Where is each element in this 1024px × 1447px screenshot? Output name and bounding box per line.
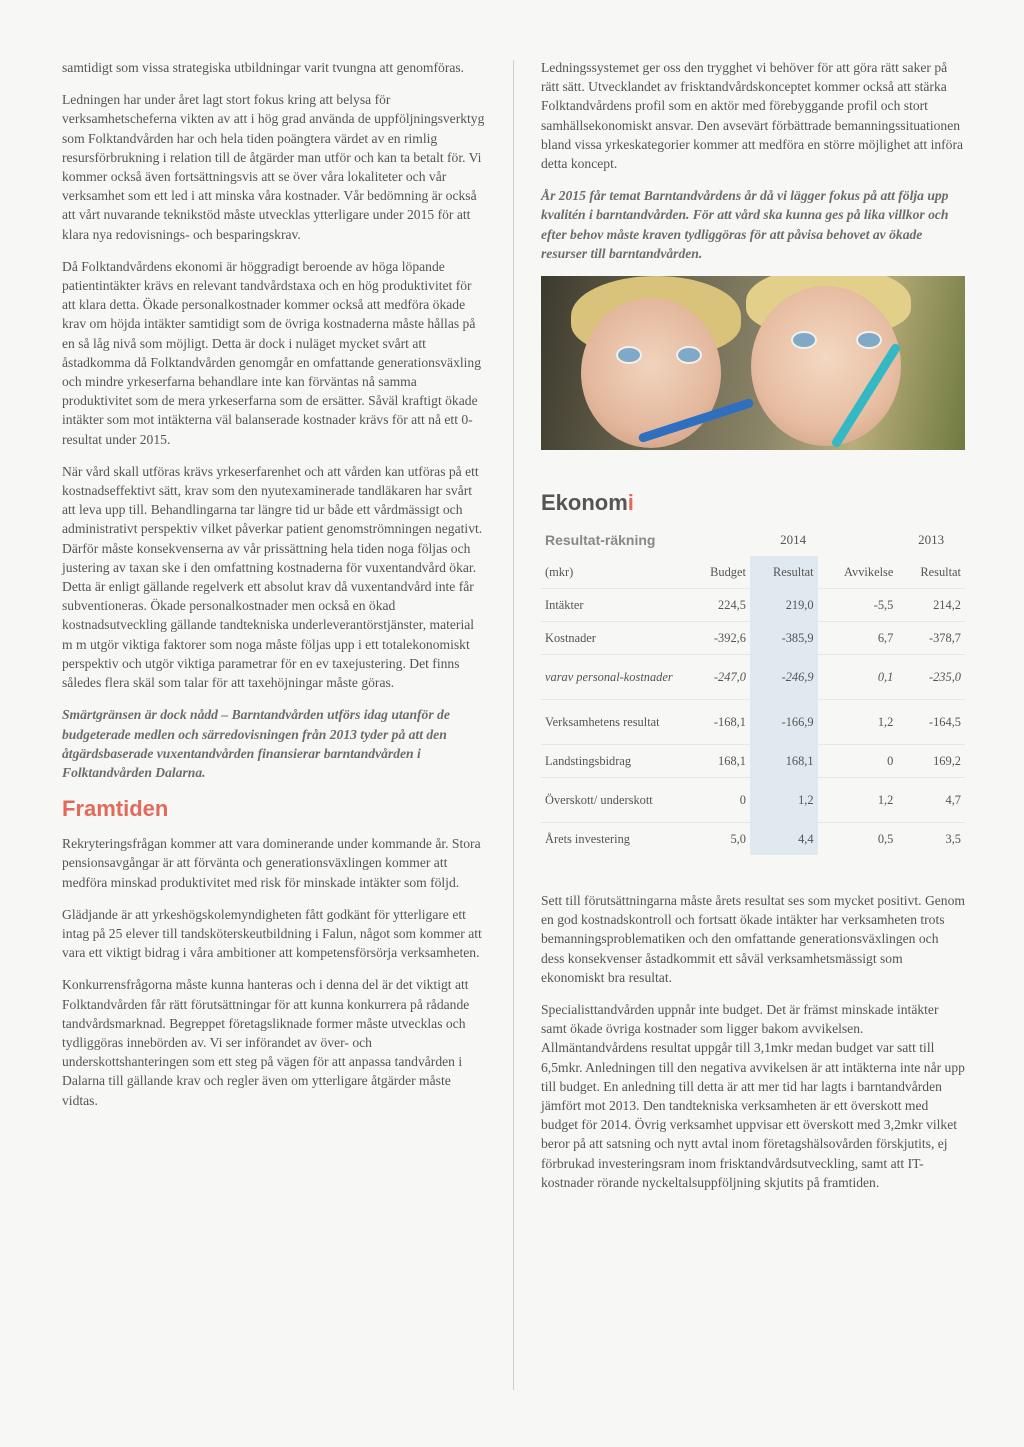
ekonomi-heading: Ekonomi [541, 490, 634, 516]
table-row: Intäkter 224,5 219,0 -5,5 214,2 [541, 589, 965, 622]
paragraph: Ledningssystemet ger oss den trygghet vi behöver för att göra rätt saker på rätt sätt. Utvecklandet av frisktandvårdskonceptet kommer också att stärka Folktandvårdens profil som en aktör med förebyggande profil och stort samhällsekonomiskt ansvar. Den avsevärt förbättrade bemanningssituationen bland vissa yrkeskategorier kommer att medföra en större möjlighet att införa detta koncept. [541, 60, 964, 172]
left-column [62, 58, 486, 1123]
table-row: Kostnader -392,6 -385,9 6,7 -378,7 [541, 622, 965, 655]
paragraph: Specialisttandvården uppnår inte budget. Det är främst minskade intäkter samt ökade övriga kostnader som ligger bakom avvikelsen. Allmäntandvårdens resultat uppgår till 3,1mkr medan budget var satt till 6,5mkr. Anledningen till den negativa avvikelsen är att intäkterna inte når upp till budget. En anledning till detta är att mer tid har lagts i barntandvården jämfört mot 2013. Den tandtekniska verksamheten är ett överskott med budget för 2014. Övrig verksamhet uppvisar ett överskott med 3,2mkr vilket beror på att satsning och nytt avtal inom företagshälsovården förskjutits, ej förbrukad investeringsram inom frisktandvårdsutveckling, samt att IT-kostnader rörande nyckeltalsuppföljning skjutits på framtiden. [541, 1002, 965, 1190]
income-statement-table [541, 524, 965, 855]
italic-highlight: Smärtgränsen är dock nådd – Barntandvården utförs idag utanför de budgeterade medlen och särredovisningen från 2013 tyder på att den åtgärdsbaserade vuxentandvården finansierar barntandvården i Folktandvården Dalarna. [62, 707, 450, 780]
paragraph: Glädjande är att yrkeshögskolemyndigheten fått godkänt för ytterligare ett intag på 25 elever till tandsköterskeutbildning i Falun, något som kommer att vara ett viktigt bidrag i våra ambitioner att kompetensförsörja verksamheten. [62, 906, 482, 961]
table-row: Överskott/ underskott 0 1,2 1,2 4,7 [541, 778, 965, 823]
col-header: Budget [689, 556, 750, 589]
section-title-framtiden: Framtiden [62, 796, 169, 822]
table-row: varav personal-kostnader -247,0 -246,9 0,1 -235,0 [541, 655, 965, 700]
unit-label: (mkr) [541, 556, 689, 589]
year-header: 2013 [918, 532, 945, 548]
table-row: Landstingsbidrag 168,1 168,1 0 169,2 [541, 745, 965, 778]
paragraph: Rekryteringsfrågan kommer att vara dominerande under kommande år. Stora pensionsavgångar är att förvänta och generationsväxlingen kommer att medföra minskad produktivitet med risk för minskade intäkter som följd. [62, 836, 481, 890]
paragraph: Sett till förutsättningarna måste årets resultat ses som mycket positivt. Genom en god kostnadskontroll och fortsatt ökade intäkter har verksamheten trots bemanningsproblematiken och den omfattande generationsväxlingen och dess konsekvenser åstadkommit ett såväl verksamhetsmässigt som ekonomiskt bra resultat. [541, 893, 965, 985]
paragraph: Då Folktandvårdens ekonomi är höggradigt beroende av höga löpande patientintäkter krävs en relevant tandvårdstaxa och en hög produktivitet för att klara detta. Ökade personalkostnader kommer också att medföra ökade krav om höjda intäkter samtidigt som de övriga kostnaderna måste hållas på en så låg nivå som möjligt. Detta är dock i nuläget mycket svårt att åstadkomma då Folktandvården genomgår en omfattande generationsväxling och mindre yrkeserfarna behandlare inte kan förväntas nå samma produktivitet som de mera yrkeserfarna som de ersätter. Såväl kraftigt ökade intäkter som mot intäkterna väl balanserade kostnader krävs för att nå ett 0-resultat under 2015. [62, 258, 482, 447]
table-row: Årets investering 5,0 4,4 0,5 3,5 [541, 823, 965, 856]
paragraph: Ledningen har under året lagt stort fokus kring att belysa för verksamhetscheferna vikten av att i hög grad använda de uppföljningsverktyg som Folktandvården har och hela tiden poängtera värdet av en rimlig resursförbrukning i relation till de åtgärder man utför och kan ta betalt för. Vi kommer också även fortsättningsvis att se över våra lokaliteter och vår verksamhet som ett led i att minska våra kostnader. Vår bedömning är också att vårt nuvarande teknikstöd måste utvecklas ytterligare under 2015 för att klara nya redovisnings- och besparingskrav. [62, 92, 485, 242]
col-header: Avvikelse [818, 556, 898, 589]
italic-highlight: År 2015 får temat Barntandvårdens år då vi lägger fokus på att följa upp kvalitén i barntandvården. För att vård ska kunna ges på lika villkor och efter behov måste kraven tydliggöras för att påvisa behovet av ökade resurser till barntandvården. [541, 188, 949, 261]
children-brushing-photo [541, 276, 965, 450]
col-header: Resultat [897, 556, 965, 589]
paragraph: När vård skall utföras krävs yrkeserfarenhet och att vården kan utföras på ett kostnadseffektivt sätt, krav som den nyutexaminerade tandläkaren har svårt att leva upp till. Behandlingarna tar längre tid ur både ett vårdmässigt och administrativt perspektiv vilket påverkar patient genomströmningen negativt. Därför måste konsekvenserna av vår prissättning hela tiden noga följas och justering av taxan ske i den omfattning kostnaderna för vuxentandvård ökar. Detta är enligt gällande regelverk ett absolut krav då vuxentandvård inte får subventioneras. Ökade personalkostnader men också en ökad kostnadsutveckling gällande tandtekniska underleverantörstjänster, material m m utgör viktiga faktorer som noga måste följas upp i ett totalekonomiskt perspektiv och utgör viktiga parametrar för en ev taxejustering. Det finns således flera skäl som talar för att taxehöjningar måste göras. [62, 463, 483, 691]
table-caption: Resultat-räkning [545, 532, 656, 549]
paragraph: Konkurrensfrågorna måste kunna hanteras och i denna del är det viktigt att Folktandvården får rätt förutsättningar för att kunna konkurrera på rådande tandvårdsmarknad. Begreppet företagsliknade former måste utvecklas och tydliggöras innebörden av. Vi ser införandet av över- och underskottshanteringen som ett steg på vägen för att anpassa tandvården i Dalarna till gällande krav och regler även om ytterligare åtgärder måste vidtas. [62, 977, 470, 1108]
paragraph: samtidigt som vissa strategiska utbildningar varit tvungna att genomföras. [62, 60, 465, 75]
col-header: Resultat [750, 556, 818, 589]
table-row: Verksamhetens resultat -168,1 -166,9 1,2 -164,5 [541, 700, 965, 745]
year-header: 2014 [780, 532, 807, 548]
right-column [541, 58, 965, 1205]
column-separator [513, 60, 514, 1390]
